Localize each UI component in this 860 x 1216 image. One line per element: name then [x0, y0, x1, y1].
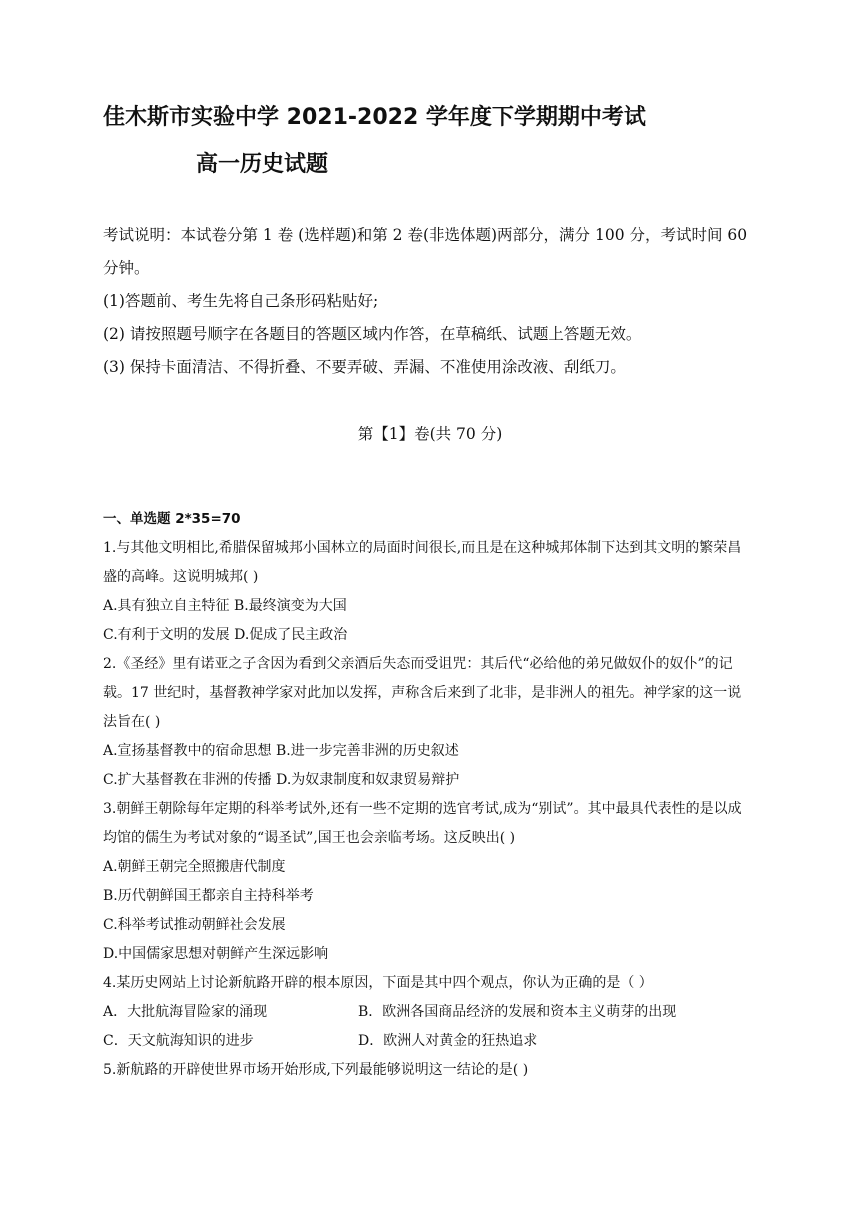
- question-4-options-row-2: [103, 1027, 753, 1056]
- question-5-stem: 5.新航路的开辟使世界市场开始形成,下列最能够说明这一结论的是( ): [103, 1062, 529, 1078]
- exam-instructions: [103, 219, 753, 384]
- question-2-options-cd: C.扩大基督教在非洲的传播 D.为奴隶制度和奴隶贸易辩护: [103, 772, 460, 788]
- question-4-option-b: B．欧洲各国商品经济的发展和资本主义萌芽的出现: [358, 1004, 677, 1020]
- question-1-stem: 1.与其他文明相比,希腊保留城邦小国林立的局面时间很长,而且是在这种城邦体制下达到其文明的繁荣昌盛的高峰。这说明城邦( ): [103, 540, 742, 585]
- question-3-option-c: C.科举考试推动朝鲜社会发展: [103, 917, 286, 933]
- question-3-option-a: A.朝鲜王朝完全照搬唐代制度: [103, 859, 286, 875]
- question-2-stem: 2.《圣经》里有诺亚之子含因为看到父亲酒后失态而受诅咒：其后代“必给他的弟兄做奴仆的奴仆”的记载。17 世纪时，基督教神学家对此加以发挥，声称含后来到了北非，是非洲人的祖先。神学家的这一说法旨在( ): [103, 656, 742, 730]
- question-1-options-ab: A.具有独立自主特征 B.最终演变为大国: [103, 598, 347, 614]
- instructions-item-3: (3) 保持卡面清洁、不得折叠、不要弄破、弄漏、不准使用涂改液、刮纸刀。: [103, 358, 626, 376]
- question-3-option-b: B.历代朝鲜国王都亲自主持科举考: [103, 888, 314, 904]
- question-4-option-c: C．天文航海知识的进步: [103, 1033, 254, 1049]
- part-heading: 一、单选题 2*35=70: [103, 511, 241, 527]
- instructions-item-1: (1)答题前、考生先将自己条形码粘贴好;: [103, 292, 379, 310]
- section-heading: 第【1】卷(共 70 分): [357, 425, 503, 443]
- question-3-stem: 3.朝鲜王朝除每年定期的科举考试外,还有一些不定期的选官考试,成为“别试”。其中最具代表性的是以成均馆的儒生为考试对象的“谒圣试”,国王也会亲临考场。这反映出( ): [103, 801, 742, 846]
- question-4-options-row-1: [103, 998, 753, 1027]
- question-1-options-cd: C.有利于文明的发展 D.促成了民主政治: [103, 627, 348, 643]
- question-4-option-a: A．大批航海冒险家的涌现: [103, 1004, 268, 1020]
- instructions-line: 考试说明：本试卷分第 1 卷 (选样题)和第 2 卷(非选体题)两部分，满分 100 分，考试时间 60 分钟。: [103, 226, 748, 277]
- question-list: [103, 505, 753, 1085]
- question-4-stem: 4.某历史网站上讨论新航路开辟的根本原因，下面是其中四个观点，你认为正确的是（ ）: [103, 975, 653, 991]
- instructions-item-2: (2) 请按照题号顺字在各题目的答题区域内作答，在草稿纸、试题上答题无效。: [103, 325, 642, 343]
- question-2-options-ab: A.宣扬基督教中的宿命思想 B.进一步完善非洲的历史叙述: [103, 743, 459, 759]
- exam-subtitle: 高一历史试题: [196, 152, 329, 177]
- question-4-option-d: D．欧洲人对黄金的狂热追求: [358, 1033, 538, 1049]
- exam-title: 佳木斯市实验中学 2021-2022 学年度下学期期中考试: [103, 105, 646, 130]
- question-3-option-d: D.中国儒家思想对朝鲜产生深远影响: [103, 946, 329, 962]
